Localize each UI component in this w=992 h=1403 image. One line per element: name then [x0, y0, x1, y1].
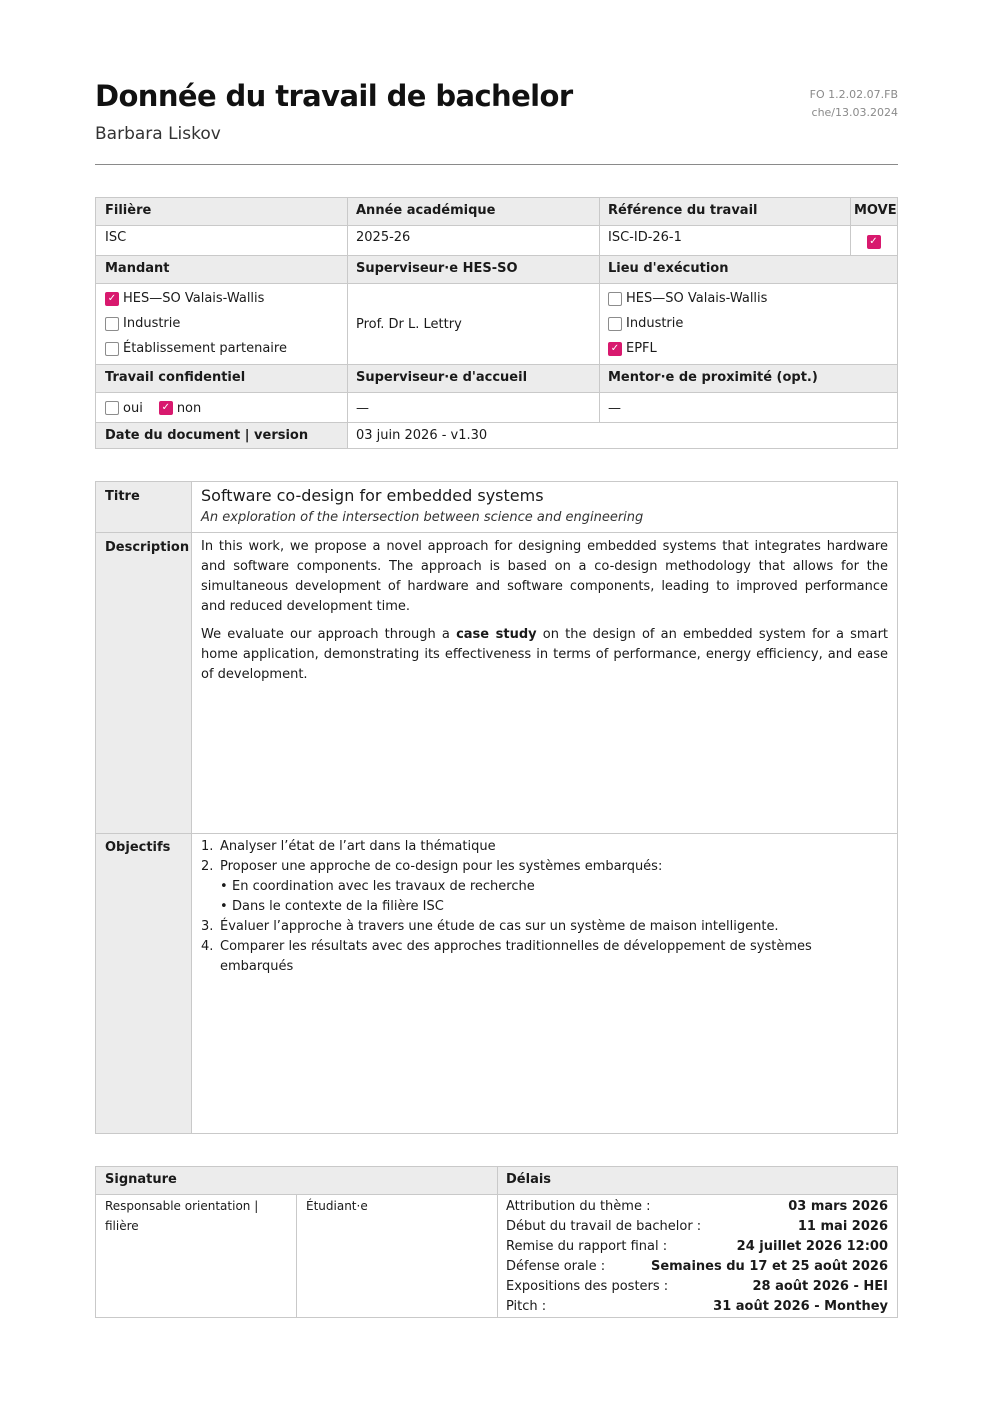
- deadline-row: Début du travail de bachelor : 11 mai 2026: [506, 1219, 888, 1234]
- date-header: Date du document | version: [96, 423, 347, 448]
- deadline-row: Attribution du thème : 03 mars 2026: [506, 1199, 888, 1214]
- lieu-option[interactable]: ✓ EPFL: [608, 336, 888, 361]
- info-table: [95, 197, 898, 449]
- signature-etudiant: Étudiant·e: [306, 1199, 368, 1213]
- reference-value: ISC-ID-26-1: [608, 230, 682, 245]
- delais-list: [497, 1197, 897, 1317]
- mentor-value: —: [608, 400, 621, 416]
- confidentiel-oui[interactable]: oui: [123, 400, 143, 416]
- list-item: 4. Comparer les résultats avec des approches traditionnelles de développement de systèmes embarqués: [201, 939, 812, 974]
- annee-header: Année académique: [347, 198, 599, 225]
- content-table: [95, 481, 898, 1134]
- mentor-header: Mentor·e de proximité (opt.): [599, 365, 897, 392]
- checkbox-checked[interactable]: ✓: [105, 292, 119, 306]
- accueil-value: —: [356, 400, 369, 416]
- move-checkbox[interactable]: ✓: [867, 235, 881, 249]
- checkbox-unchecked[interactable]: [608, 292, 622, 306]
- form-revision: che/13.03.2024: [811, 106, 898, 119]
- deadline-row: Pitch : 31 août 2026 - Monthey: [506, 1299, 888, 1314]
- sub-list-item: • Dans le contexte de la filière ISC: [220, 899, 444, 914]
- filiere-header: Filière: [96, 198, 347, 225]
- reference-header: Référence du travail: [599, 198, 850, 225]
- lieu-option[interactable]: HES—SO Valais-Wallis: [608, 286, 888, 311]
- move-cell: [850, 225, 897, 255]
- objectifs-label: Objectifs: [105, 840, 171, 855]
- checkbox-unchecked[interactable]: [105, 317, 119, 331]
- move-header: MOVE: [850, 198, 897, 225]
- checkbox-unchecked[interactable]: [608, 317, 622, 331]
- mandant-options: [96, 286, 347, 362]
- titre-label: Titre: [105, 489, 140, 504]
- mandant-header: Mandant: [96, 256, 347, 283]
- document-header: [95, 78, 898, 165]
- confidentiel-non[interactable]: non: [176, 400, 202, 416]
- date-value: 03 juin 2026 - v1.30: [356, 428, 488, 443]
- description-cell: [192, 537, 897, 693]
- deadline-row: Défense orale : Semaines du 17 et 25 août 2026: [506, 1259, 888, 1274]
- list-item: 3. Évaluer l’approche à travers une étude de cas sur un système de maison intelligente.: [201, 919, 779, 934]
- mandant-option[interactable]: ✓ HES—SO Valais-Wallis: [105, 286, 338, 311]
- author-name: Barbara Liskov: [95, 124, 221, 144]
- form-reference: [810, 86, 898, 122]
- annee-value: 2025-26: [356, 230, 411, 245]
- project-title: Software co-design for embedded systems: [201, 486, 544, 505]
- checkbox-unchecked[interactable]: [105, 342, 119, 356]
- mandant-option[interactable]: Industrie: [105, 311, 338, 336]
- accueil-header: Superviseur·e d'accueil: [347, 365, 599, 392]
- lieu-header: Lieu d'exécution: [599, 256, 897, 283]
- form-code: FO 1.2.02.07.FB: [809, 88, 898, 101]
- label-column: [96, 482, 191, 1133]
- list-item: 1. Analyser l’état de l’art dans la thématique: [201, 839, 496, 854]
- objectifs-list: [192, 837, 897, 977]
- signature-header: Signature: [96, 1167, 497, 1194]
- signature-responsable: Responsable orientation | filière: [105, 1199, 259, 1233]
- superviseur-value: Prof. Dr L. Lettry: [356, 316, 462, 332]
- description-paragraph: We evaluate our approach through a case study on the design of an embedded system for a smart home application, demonstrating its effectiveness in terms of performance, energy efficiency, and ease of development.: [201, 627, 889, 682]
- lieu-option[interactable]: Industrie: [608, 311, 888, 336]
- footer-table: [95, 1166, 898, 1318]
- project-subtitle: An exploration of the intersection between science and engineering: [201, 510, 644, 525]
- checkbox-checked[interactable]: ✓: [159, 401, 173, 415]
- description-paragraph: In this work, we propose a novel approach for designing embedded systems that integrates hardware and software components. The approach is based on a co-design methodology that allows for the simultaneous development of hardware and software components, leading to improved performance and reduced development time.: [201, 539, 888, 614]
- checkbox-checked[interactable]: ✓: [608, 342, 622, 356]
- delais-header: Délais: [497, 1167, 897, 1194]
- mandant-option[interactable]: Établissement partenaire: [105, 336, 338, 361]
- deadline-row: Remise du rapport final : 24 juillet 2026 12:00: [506, 1239, 888, 1254]
- sub-list-item: • En coordination avec les travaux de recherche: [220, 879, 535, 894]
- lieu-options: [599, 286, 897, 362]
- title-cell: [192, 484, 897, 528]
- list-item: 2. Proposer une approche de co-design pour les systèmes embarqués:: [201, 859, 663, 874]
- superviseur-header: Superviseur·e HES-SO: [347, 256, 599, 283]
- filiere-value: ISC: [105, 230, 127, 245]
- document-title: Donnée du travail de bachelor: [95, 79, 573, 113]
- deadline-row: Expositions des posters : 28 août 2026 - HEI: [506, 1279, 888, 1294]
- confidentiel-header: Travail confidentiel: [96, 365, 347, 392]
- description-label: Description: [105, 540, 190, 555]
- checkbox-unchecked[interactable]: [105, 401, 119, 415]
- confidentiel-options: [96, 394, 347, 422]
